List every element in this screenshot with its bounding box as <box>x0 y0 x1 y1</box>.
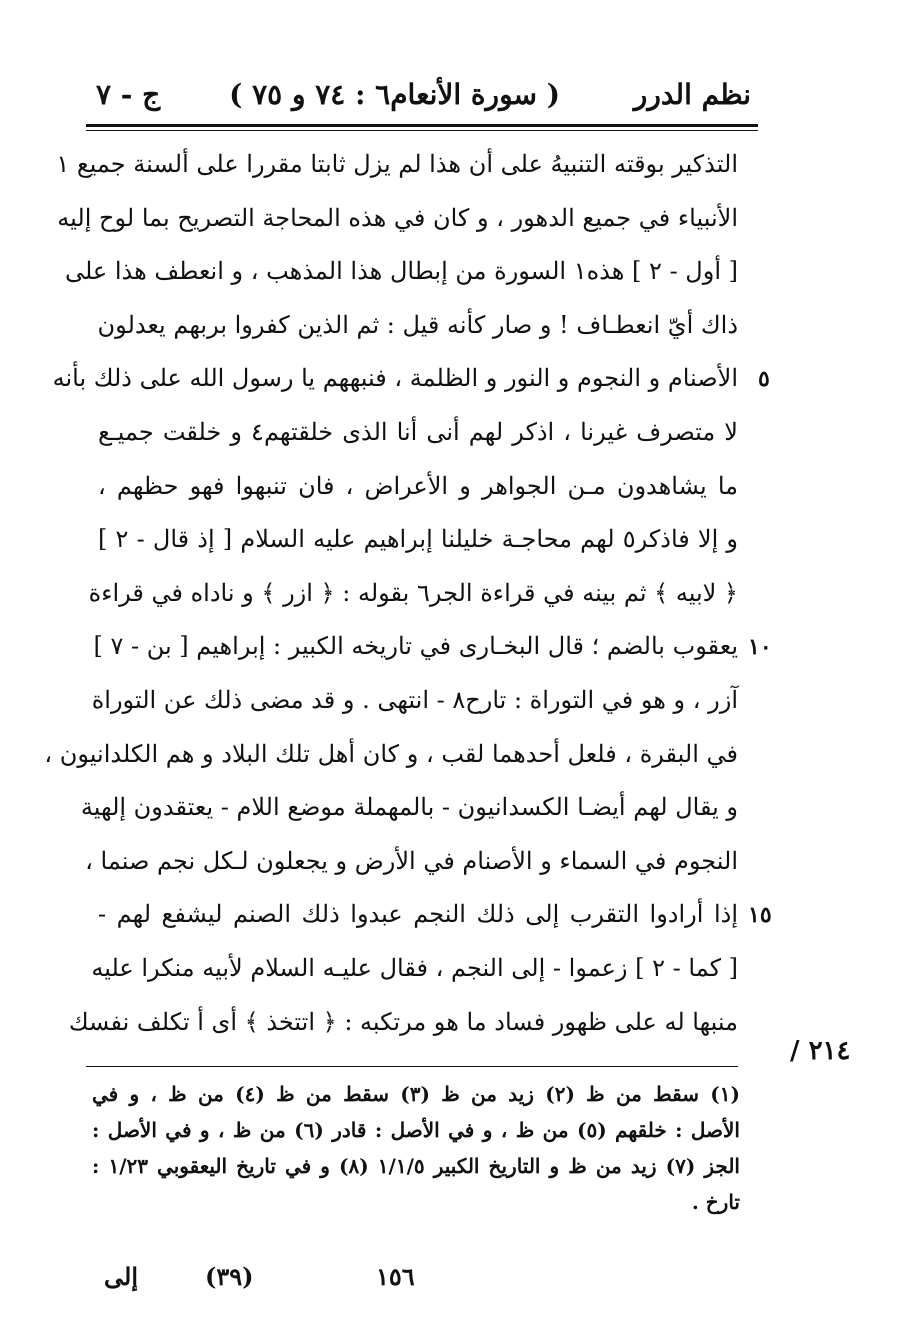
text-line: آزر ، و هو في التوراة : تارح٨ - انتهى . و قد مضى ذلك عن التوراة <box>91 685 738 714</box>
page-number: ١٥٦ <box>376 1262 415 1291</box>
line-number-5: ٥ <box>758 366 770 392</box>
footnote-line: تارخ . <box>691 1190 740 1214</box>
text-line: الأنبياء في جميع الدهور ، و كان في هذه المحاجة التصريح بما لوح إليه <box>57 203 738 232</box>
text-line: [ أول - ٢ ] هذه١ السورة من إبطال هذا المذهب ، و انعطف هذا على <box>64 257 738 286</box>
book-title: نظم الدرر <box>633 78 751 111</box>
text-line: لا متصرف غيرنا ، اذكر لهم أنى أنا الذى خلقتهم٤ و خلقت جميـع <box>98 417 738 446</box>
text-line: في البقرة ، فلعل أحدهما لقب ، و كان أهل تلك البلاد و هم الكلدانيون ، <box>44 739 738 768</box>
footnote-line: الجز (٧) زيد من ظ و التاريخ الكبير ١/١/٥ (٨) و في تاريخ اليعقوبي ١/٢٣ : <box>92 1154 740 1178</box>
text-line: منبها له على ظهور فساد ما هو مرتكبه : ﴿ اتتخذ ﴾ أى أ تكلف نفسك <box>68 1007 738 1036</box>
line-number-10: ١٠ <box>748 634 772 660</box>
text-line: الأصنام و النجوم و النور و الظلمة ، فنبههم يا رسول الله على ذلك بأنه <box>52 364 738 393</box>
text-line: ﴿ لابيه ﴾ ثم بينه في قراءة الجر٦ بقوله : ﴿ ازر ﴾ و ناداه في قراءة <box>88 578 738 607</box>
text-line: ذاك أيّ انعطـاف ! و صار كأنه قيل : ثم الذين كفروا بربهم يعدلون <box>97 310 738 339</box>
header-rule-thick <box>86 124 758 127</box>
text-line: [ كما - ٢ ] زعموا - إلى النجم ، فقال عليـه السلام لأبيه منكرا عليه <box>91 953 738 982</box>
text-line: ما يشاهدون مـن الجواهر و الأعراض ، فان تنبهوا فهو حظهم ، <box>98 471 738 500</box>
footnote-line: الأصل : خلقهم (٥) من ظ ، و في الأصل : قادر (٦) من ظ ، و في الأصل : <box>92 1118 740 1142</box>
line-number-15: ١٥ <box>748 902 772 928</box>
signature-mark: (٣٩) <box>205 1262 254 1291</box>
text-line: و إلا فاذكر٥ لهم محاجـة خليلنا إبراهيم عليه السلام [ إذ قال - ٢ ] <box>98 525 739 554</box>
volume-label: ج - ٧ <box>96 78 161 111</box>
text-line: و يقال لهم أيضـا الكسدانيون - بالمهملة موضع اللام - يعتقدون إلهية <box>80 793 738 822</box>
header-rule-thin <box>86 130 758 131</box>
text-line: النجوم في السماء و الأصنام في الأرض و يجعلون لـكل نجم صنما ، <box>85 846 738 875</box>
surah-reference: ( سورة الأنعام٦ : ٧٤ و ٧٥ ) <box>229 78 560 111</box>
text-line: يعقوب بالضم ؛ قال البخـارى في تاريخه الكبير : إبراهيم [ بن - ٧ ] <box>93 632 738 661</box>
catchword: إلى <box>104 1262 138 1291</box>
footnote-rule <box>86 1066 738 1067</box>
footnote-line: (١) سقط من ظ (٢) زيد من ظ (٣) سقط من ظ (٤) من ظ ، و في <box>92 1082 740 1106</box>
text-line: إذا أرادوا التقرب إلى ذلك النجم عبدوا ذلك الصنم ليشفع لهم - <box>98 900 738 929</box>
footnotes <box>92 1076 740 1220</box>
margin-page-reference: ٢١٤ / <box>790 1036 851 1066</box>
text-line: التذكير بوقته التنبيهُ على أن هذا لم يزل ثابتا مقررا على ألسنة جميع ١ <box>56 150 738 178</box>
main-text <box>44 138 739 1049</box>
